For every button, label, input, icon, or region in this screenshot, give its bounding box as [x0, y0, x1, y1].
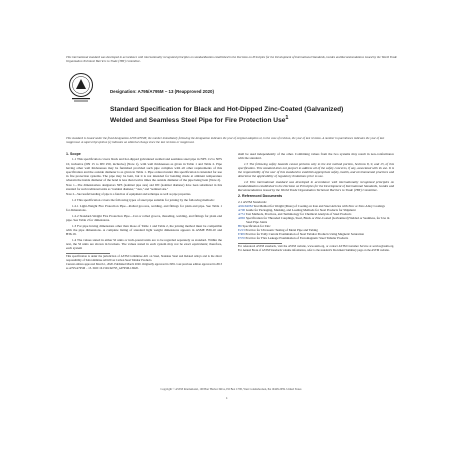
- reference-code-link[interactable]: E309: [238, 232, 245, 237]
- scope-heading: 1. Scope: [66, 152, 81, 156]
- footnote-3: For referenced ASTM standards, visit the ASTM website, www.astm.org, or contact ASTM Customer Service at service@astm.org. For Annual Book of ASTM Standards volume information, refer to the standard's Document Summary page on the ASTM website.: [238, 244, 394, 252]
- reference-code-link[interactable]: A865: [238, 216, 246, 221]
- reference-title: Test Method for Weight [Mass] of Coating on Iron and Steel Articles with Zinc or Zinc-Alloy Coatings: [253, 204, 385, 209]
- reference-item: [238, 216, 394, 224]
- paragraph-1-6: 1.6 This international standard was developed in accordance with internationally recognized principles on standardization established in the Decision on Principles for the Development of International Standards, Guides and Recommendations issued by the World Trade Organization Technical Barriers to Trade (TBT) Committee.: [238, 180, 394, 193]
- designation: Designation: A795/A795M − 13 (Reapproved 2020): [110, 89, 214, 94]
- astm-logo-icon: [68, 72, 94, 104]
- paragraph-1-2-1: 1.2.1 Light-Weight Fire Protection Pipe—Rolled grooves, welding, and fittings for plain end pipe. See Table 1 for dimensions.: [66, 203, 222, 213]
- right-column: [238, 152, 394, 253]
- title-text: Standard Specification for Black and Hot-Dipped Zinc-Coated (Galvanized) Welded and Seamless Steel Pipe for Fire Protection Use: [110, 106, 344, 125]
- reference-code-link[interactable]: E213: [238, 228, 245, 233]
- reference-title: Practice for Flux Leakage Examination of Ferromagnetic Steel Tubular Products: [245, 236, 349, 241]
- reference-code-link[interactable]: B6: [238, 224, 242, 229]
- reference-title: Specification for Threaded Couplings, Steel, Black or Zinc-Coated (Galvanized) Welded or Seamless, for Use in Steel Pipe Joints: [245, 216, 390, 225]
- paragraph-1-4: 1.4 The values stated in either SI units or inch-pound units are to be regarded separately as standard. Within the text, the SI units are shown in brackets. The values stated in each system may not be exact equivalents; therefore, each system: [66, 237, 222, 251]
- note-2: Note 2—Successful bending of pipe is a function of equipment and technique as well as pipe properties.: [66, 191, 192, 196]
- referenced-documents-heading: 2. Referenced Documents: [238, 194, 283, 199]
- footnote-1: This specification is under the jurisdiction of ASTM Committee A01 on Steel, Stainless Steel and Related Alloys and is the direct responsibility of Subcommittee A01.09 on Carbon Steel Tubular Products.: [66, 254, 222, 262]
- paragraph-1-3: 1.3 For pipe having dimensions other than those of Table 1 and Table 2, the joining method must be compatible with the pipe dimensions. A complete listing of standard light weight dimensions appears in ASME B36.10 and B36.19.: [66, 223, 222, 237]
- left-column: [66, 152, 222, 271]
- paragraph-1-2-2: 1.2.2 Standard-Weight Fire Protection Pipe—Cut or rolled groove, threading, welding, and fittings for plain end pipe. See Table 2 for dimensions.: [66, 213, 222, 222]
- copyright-line: Copyright © ASTM International, 100 Barr Harbor Drive, PO Box C700, West Conshohocken, PA 19428-2959. United States: [160, 388, 302, 391]
- footnote-2: Current edition approved March 1, 2020. Published March 2020. Originally approved in 1981. Last previous edition approved in 2013 as A795/A795M − 13. DOI: 10.1520/A0795_A0795M-13R20.: [66, 262, 222, 270]
- reference-title: Test Methods, Practices, and Terminology for Chemical Analysis of Steel Products: [245, 212, 352, 217]
- reference-item: [238, 236, 394, 240]
- page-number: 1: [226, 396, 228, 400]
- document-title: [110, 106, 358, 126]
- astm-standards-subheading: 2.1 ASTM Standards:: [238, 199, 267, 204]
- reference-code-link[interactable]: A90/A90M: [238, 204, 253, 209]
- note-1: Note 1—The dimensionless designators NPS (nominal pipe size) and DN (nominal diameter) have been substituted in this standard for such traditional terms as "nominal diameter," "size," and "nominal size.": [66, 182, 222, 191]
- paragraph-1-2: 1.2 This specification covers the following types of steel pipe suitable for joining by the following methods:: [72, 198, 215, 203]
- reference-list: [238, 204, 394, 240]
- reference-title: Specification for Zinc: [242, 224, 271, 229]
- title-footnote-marker: 1: [285, 115, 289, 122]
- issuance-note: This standard is issued under the fixed designation A795/A795M; the number immediately following the designation indicates the year of original adoption or, in the case of revision, the year of last revision. A number in parentheses indicates the year of last reapproval. A superscript epsilon (ε) indicates an editorial change since the last revision or reapproval.: [66, 136, 385, 144]
- reference-code-link[interactable]: A700: [238, 208, 246, 213]
- reference-title: Practice for Ultrasonic Testing of Metal Pipe and Tubing: [245, 228, 318, 233]
- reference-code-link[interactable]: E570: [238, 236, 245, 241]
- paragraph-1-4-continued: shall be used independently of the other. Combining values from the two systems may result in non-conformance with the standard.: [238, 152, 394, 161]
- reference-title: Practice for Eddy Current Examination of Steel Tubular Products Using Magnetic Saturation: [245, 232, 364, 237]
- reference-title: Guide for Packaging, Marking, and Loading Methods for Steel Products for Shipment: [245, 208, 356, 213]
- reference-code-link[interactable]: A751: [238, 212, 246, 217]
- wto-notice: This international standard was developed in accordance with internationally recognized principles on standardization established in the Decision on Principles for the Development of International Standards, Guides and Recommendations issued by the World Trade Organization Technical Barriers to Trade (TBT) Committee.: [66, 55, 397, 63]
- paragraph-1-1: 1.1 This specification covers black and hot-dipped galvanized welded and seamless steel pipe in NPS 1/2 to NPS 10, inclusive (DN 15 to DN 250, inclusive) (Note 1), with wall thicknesses as given in Table 1 and Table 2. Pipe having other wall thicknesses may be furnished provided such pipe complies with all other requirements of this specification and the outside diameter is as given in Table 1. Pipe ordered under this specification is intended for use in fire protection systems. The pipe may be bent, but it is not intended for bending made at ambient temperature wherein the inside diameter of the bend is less than twelve times the outside diameter of the pipe being bent (Note 2).: [66, 157, 222, 183]
- paragraph-1-5: 1.5 The following safety hazards caveat pertains only to the test method portion, Sections 8, 9, and 13, of this specification. This standard does not purport to address all of the safety concerns, if any, associated with its use. It is the responsibility of the user of this standard to establish appropriate safety, health, and environmental practices and determine the applicability of regulatory limitations prior to use.: [238, 161, 394, 179]
